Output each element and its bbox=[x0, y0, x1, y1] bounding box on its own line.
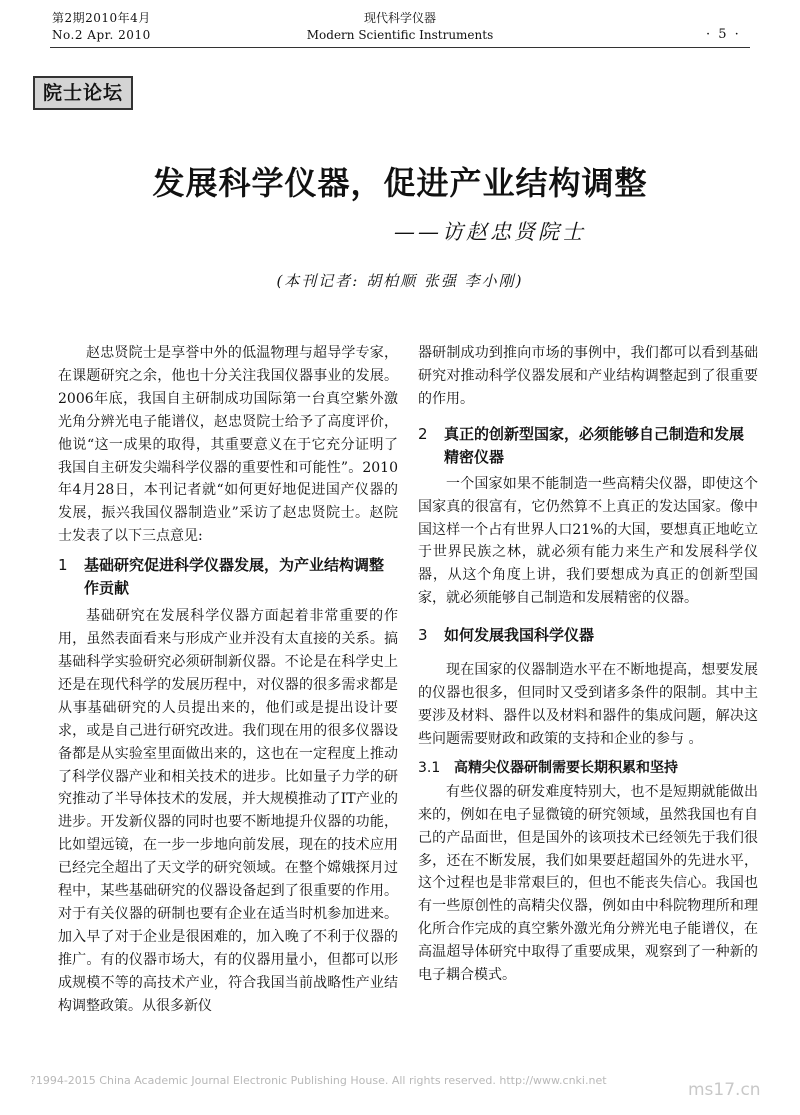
right-column bbox=[418, 342, 758, 987]
section-3-paragraph: 现在国家的仪器制造水平在不断地提高，想要发展的仪器也很多，但同时又受到诸多条件的限制。其中主要涉及材料、器件以及材料和器件的集成问题，解决这些问题需要财政和政策的支持和企业的参与 。 bbox=[418, 662, 758, 747]
section-3-1-heading bbox=[418, 757, 758, 779]
section-3-1-title: 高精尖仪器研制需要长期积累和坚持 bbox=[454, 759, 678, 776]
section-2-title: 真正的创新型国家，必须能够自己制造和发展精密仪器 bbox=[444, 424, 745, 466]
journal-name bbox=[0, 10, 800, 44]
section-2-paragraph: 一个国家如果不能制造一些高精尖仪器，即使这个国家真的很富有，它仍然算不上真正的发达国家。像中国这样一个占有世界人口21%的大国，要想真正地屹立于世界民族之林，就必须有能力来生产和发展科学仪器，从这个角度上讲，我们要想成为真正的创新型国家，就必须能够自己制造和发展精密的仪器。 bbox=[418, 475, 758, 607]
article-byline: (本刊记者: 胡柏顺 张强 李小刚) bbox=[276, 272, 524, 290]
page-number: · 5 · bbox=[706, 27, 741, 42]
header-rule bbox=[50, 47, 750, 48]
section-3-1-paragraph: 有些仪器的研发难度特别大，也不是短期就能做出来的，例如在电子显微镜的研究领域，虽然我国也有自己的产品面世，但是国外的该项技术已经领先于我们很多，还在不断发展，我们如果要赶超国外的先进水平，这个过程也是非常艰巨的，但也不能丧失信心。我国也有一些原创性的高精尖仪器，例如由中科院物理所和理化所合作完成的真空紫外激光角分辨光电子能谱仪，在高温超导体研究中取得了重要成果，观察到了一种新的电子耦合模式。 bbox=[418, 783, 758, 984]
article-subtitle: ——访赵忠贤院士 bbox=[394, 220, 586, 244]
article-title: 发展科学仪器，促进产业结构调整 bbox=[152, 164, 648, 202]
section-3-heading bbox=[418, 624, 758, 647]
section-2-number: 2 bbox=[418, 424, 428, 443]
section-1-paragraph: 基础研究在发展科学仪器方面起着非常重要的作用，虽然表面看来与形成产业并没有太直接的关系。搞基础科学实验研究必须研制新仪器。不论是在科学史上还是在现代科学的发展历程中，对仪器的很多需求都是从事基础研究的人员提出来的，他们或是提出设计要求，或是自己进行研究改进。我们现在用的很多仪器设备都是从实验室里面做出来的，这也在一定程度上推动了科学仪器产业和相关技术的进步。比如量子力学的研究推动了半导体技术的发展，并大规模推动了IT产业的进步。开发新仪器的同时也要不断地提升仪器的功能，比如望远镜，在一步一步地向前发展，现在的技术应用已经完全超出了天文学的研究领域。在整个嫦娥探月过程中，某些基础研究的仪器设备起到了很重要的作用。对于有关仪器的研制也要有企业在适当时机参加进来。加入早了对于企业是很困难的，加入晚了不利于仪器的推广。有的仪器市场大，有的仪器用量小，但都可以形成规模不等的高技术产业，符合我国当前战略性产业结构调整政策。从很多新仪 bbox=[58, 608, 398, 1014]
continued-paragraph: 器研制成功到推向市场的事例中，我们都可以看到基础研究对推动科学仪器发展和产业结构调整起到了很重要的作用。 bbox=[418, 345, 758, 407]
issue-date-cn: 第2期2010年4月 bbox=[52, 11, 151, 25]
section-tag: 院士论坛 bbox=[33, 76, 133, 110]
section-3-1-number: 3.1 bbox=[418, 759, 441, 776]
section-2-heading bbox=[418, 423, 758, 469]
section-1-heading bbox=[58, 554, 398, 600]
left-column bbox=[58, 342, 398, 1017]
site-watermark: ms17.cn bbox=[688, 1080, 761, 1100]
section-1-number: 1 bbox=[58, 556, 68, 575]
section-3-title: 如何发展我国科学仪器 bbox=[444, 626, 595, 645]
issue-date-en: No.2 Apr. 2010 bbox=[52, 28, 151, 42]
section-3-number: 3 bbox=[418, 626, 428, 645]
copyright-footer: ?1994-2015 China Academic Journal Electronic Publishing House. All rights reserved. http://www.cnki.net bbox=[30, 1074, 607, 1087]
section-1-title: 基础研究促进科学仪器发展，为产业结构调整作贡献 bbox=[84, 556, 385, 598]
journal-name-cn: 现代科学仪器 bbox=[363, 11, 436, 25]
intro-paragraph: 赵忠贤院士是享誉中外的低温物理与超导学专家，在课题研究之余，他也十分关注我国仪器事业的发展。2006年底，我国自主研制成功国际第一台真空紫外激光角分辨光电子能谱仪，赵忠贤院士给予了高度评价，他说“这一成果的取得，其重要意义在于它充分证明了我国自主研发尖端科学仪器的重要性和可能性”。2010年4月28日，本刊记者就“如何更好地促进国产仪器的发展，振兴我国仪器制造业”采访了赵忠贤院士。赵院士发表了以下三点意见: bbox=[58, 345, 398, 545]
journal-name-en: Modern Scientific Instruments bbox=[306, 28, 494, 42]
